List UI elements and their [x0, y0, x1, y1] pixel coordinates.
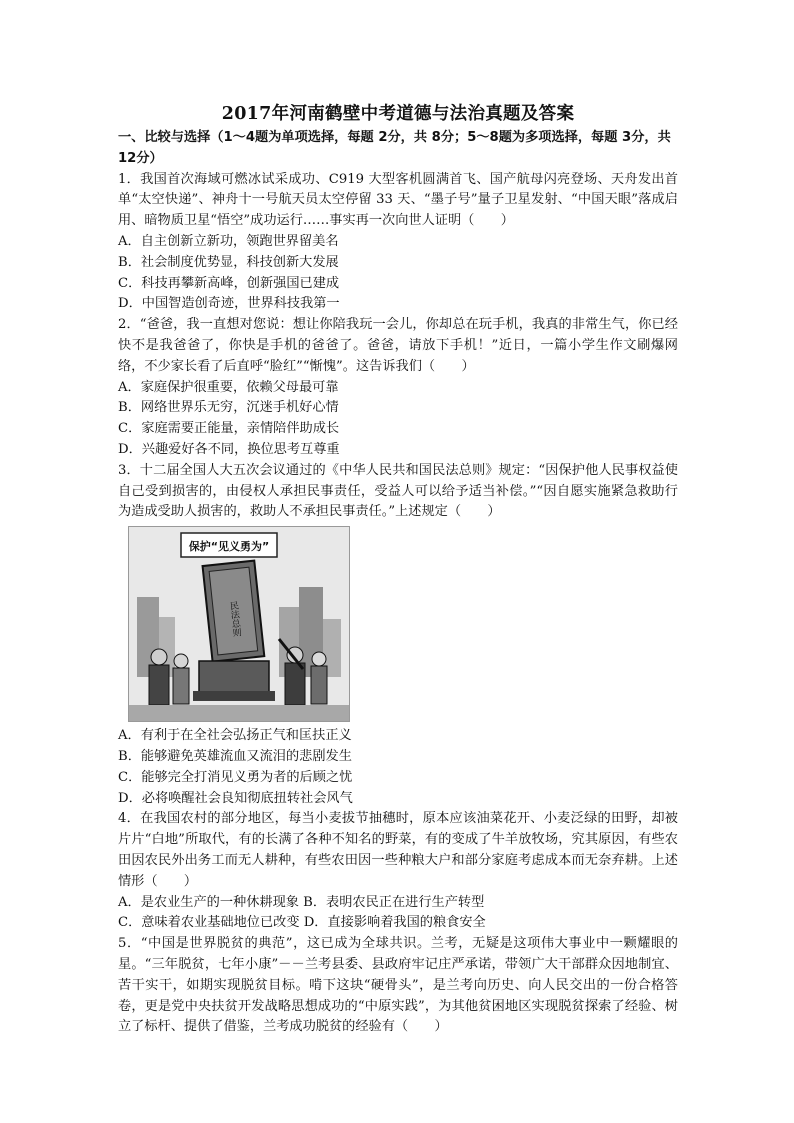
question-stem: 1．我国首次海域可燃冰试采成功、C919 大型客机圆满首飞、国产航母闪亮登场、天舟发出首单“太空快递”、神舟十一号航天员太空停留 33 天、“墨子号”量子卫星发射、“中国天眼”落成启用、暗物质卫星“悟空”成功运行……事实再一次向世人证明（ ）	[118, 171, 678, 229]
option-line-ab: A．是农业生产的一种休耕现象 B．表明农民正在进行生产转型	[118, 894, 485, 910]
option-d: D．中国智造创奇迹，世界科技我第一	[118, 296, 340, 312]
option-d: D．必将唤醒社会良知彻底扭转社会风气	[118, 790, 353, 806]
option-a: A．家庭保护很重要，依赖父母最可靠	[118, 379, 339, 395]
question-4	[118, 809, 678, 934]
option-b: B．网络世界乐无穷，沉迷手机好心情	[118, 400, 339, 416]
option-c: C．能够完全打消见义勇为者的后顾之忧	[118, 769, 353, 785]
question-stem: 2．“爸爸，我一直想对您说：想让你陪我玩一会儿，你却总在玩手机，我真的非常生气，你已经快不是我爸爸了，你快是手机的爸爸了。爸爸，请放下手机！”近日，一篇小学生作文刷爆网络，不少家长看了后直呼“脸红”“惭愧”。这告诉我们（ ）	[118, 317, 678, 374]
option-d: D．兴趣爱好各不同，换位思考互尊重	[118, 441, 340, 457]
section-heading: 一、比较与选择（1～4题为单项选择，每题 2分，共 8分；5～8题为多项选择，每题 3分，共 12分）	[118, 130, 671, 166]
figure-book-text: 民法总则	[227, 600, 242, 638]
question-3	[118, 461, 678, 810]
option-b: B．社会制度优势显，科技创新大发展	[118, 254, 339, 270]
cartoon-illustration	[128, 526, 350, 722]
question-stem: 3．十二届全国人大五次会议通过的《中华人民共和国民法总则》规定：“因保护他人民事权益使自己受到损害的，由侵权人承担民事责任，受益人可以给予适当补偿。”“因自愿实施紧急救助行为造成受助人损害的，救助人不承担民事责任。”上述规定（ ）	[118, 462, 678, 520]
option-line-cd: C．意味着农业基础地位已改变 D．直接影响着我国的粮食安全	[118, 915, 486, 931]
question-1	[118, 170, 678, 316]
question-5	[118, 934, 678, 1038]
question-2	[118, 315, 678, 461]
exam-page	[118, 102, 678, 1038]
option-c: C．科技再攀新高峰，创新强国已建成	[118, 275, 340, 291]
option-b: B．能够避免英雄流血又流泪的悲剧发生	[118, 748, 352, 764]
question-stem: 5．“中国是世界脱贫的典范”，这已成为全球共识。兰考，无疑是这项伟大事业中一颗耀眼的星。“三年脱贫，七年小康”－－兰考县委、县政府牢记庄严承诺，带领广大干部群众因地制宜、苦干实干，如期实现脱贫目标。啃下这块“硬骨头”，是兰考向历史、向人民交出的一份合格答卷，更是党中央扶贫开发战略思想成功的“中原实践”，为其他贫困地区实现脱贫探索了经验、树立了标杆、提供了借鉴，兰考成功脱贫的经验有（ ）	[118, 936, 678, 1035]
option-c: C．家庭需要正能量，亲情陪伴助成长	[118, 421, 340, 437]
question-stem: 4．在我国农村的部分地区，每当小麦拔节抽穗时，原本应该油菜花开、小麦泛绿的田野，却被片片“白地”所取代，有的长满了各种不知名的野菜，有的变成了牛羊放牧场，究其原因，有些农田因农民外出务工而无人耕种，有些农田因一些种粮大户和部分家庭考虑成本而无奈弃耕。上述情形（ ）	[118, 811, 678, 889]
option-a: A．自主创新立新功，领跑世界留美名	[118, 233, 339, 249]
figure-caption: 保护“见义勇为”	[188, 540, 270, 554]
document-title: 2017年河南鹤壁中考道德与法治真题及答案	[221, 104, 575, 124]
option-a: A．有利于在全社会弘扬正气和匡扶正义	[118, 728, 352, 744]
